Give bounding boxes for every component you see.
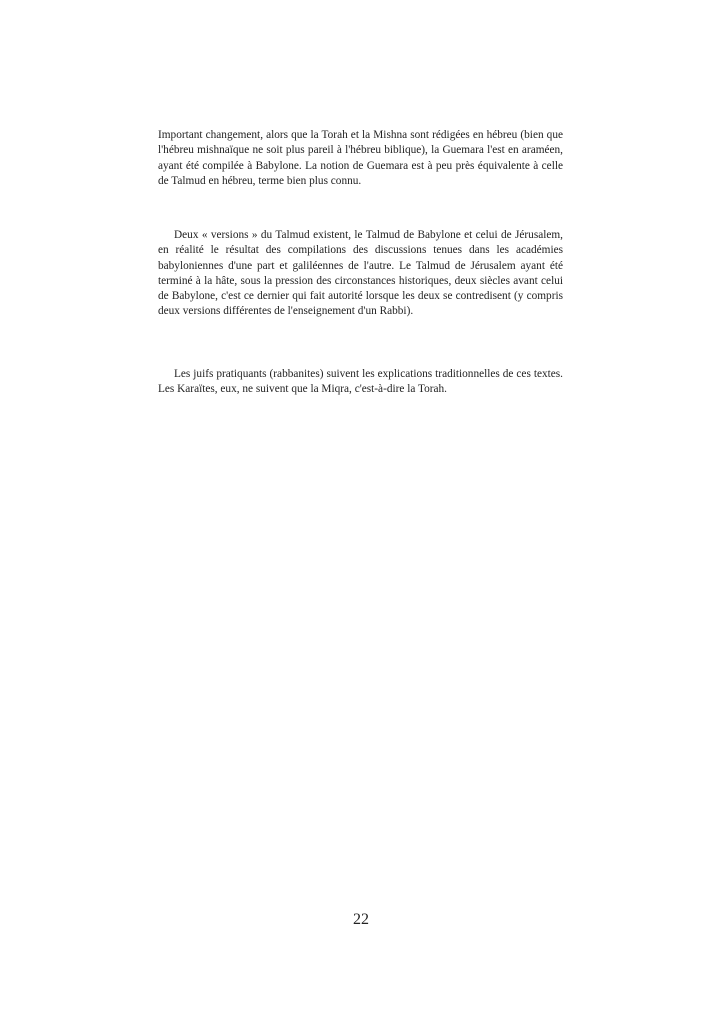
paragraph-practicing-jews: Les juifs pratiquants (rabbanites) suivent les explications traditionnelles de ces textes. Les Karaïtes, eux, ne suivent que la Miqra, c'est-à-dire la Torah. xyxy=(158,368,563,396)
page-number: 22 xyxy=(353,911,369,928)
paragraph-guemara: Important changement, alors que la Torah et la Mishna sont rédigées en hébreu (bien que l'hébreu mishnaïque ne soit plus pareil à l'hébreu biblique), la Guemara l'est en araméen, ayant été compilée à Babylone. La notion de Guemara est à peu près équivalente à celle de Talmud en hébreu, terme bien plus connu. xyxy=(158,129,563,187)
paragraph-talmud-versions: Deux « versions » du Talmud existent, le Talmud de Babylone et celui de Jérusalem, en réalité le résultat des compilations des discussions tenues dans les académies babyloniennes d'une part et galiléennes de l'autre. Le Talmud de Jérusalem ayant été terminé à la hâte, sous la pression des circonstances historiques, deux siècles avant celui de Babylone, c'est ce dernier qui fait autorité lorsque les deux se contredisent (y compris deux versions différentes de l'enseignement d'un Rabbi). xyxy=(158,229,563,318)
